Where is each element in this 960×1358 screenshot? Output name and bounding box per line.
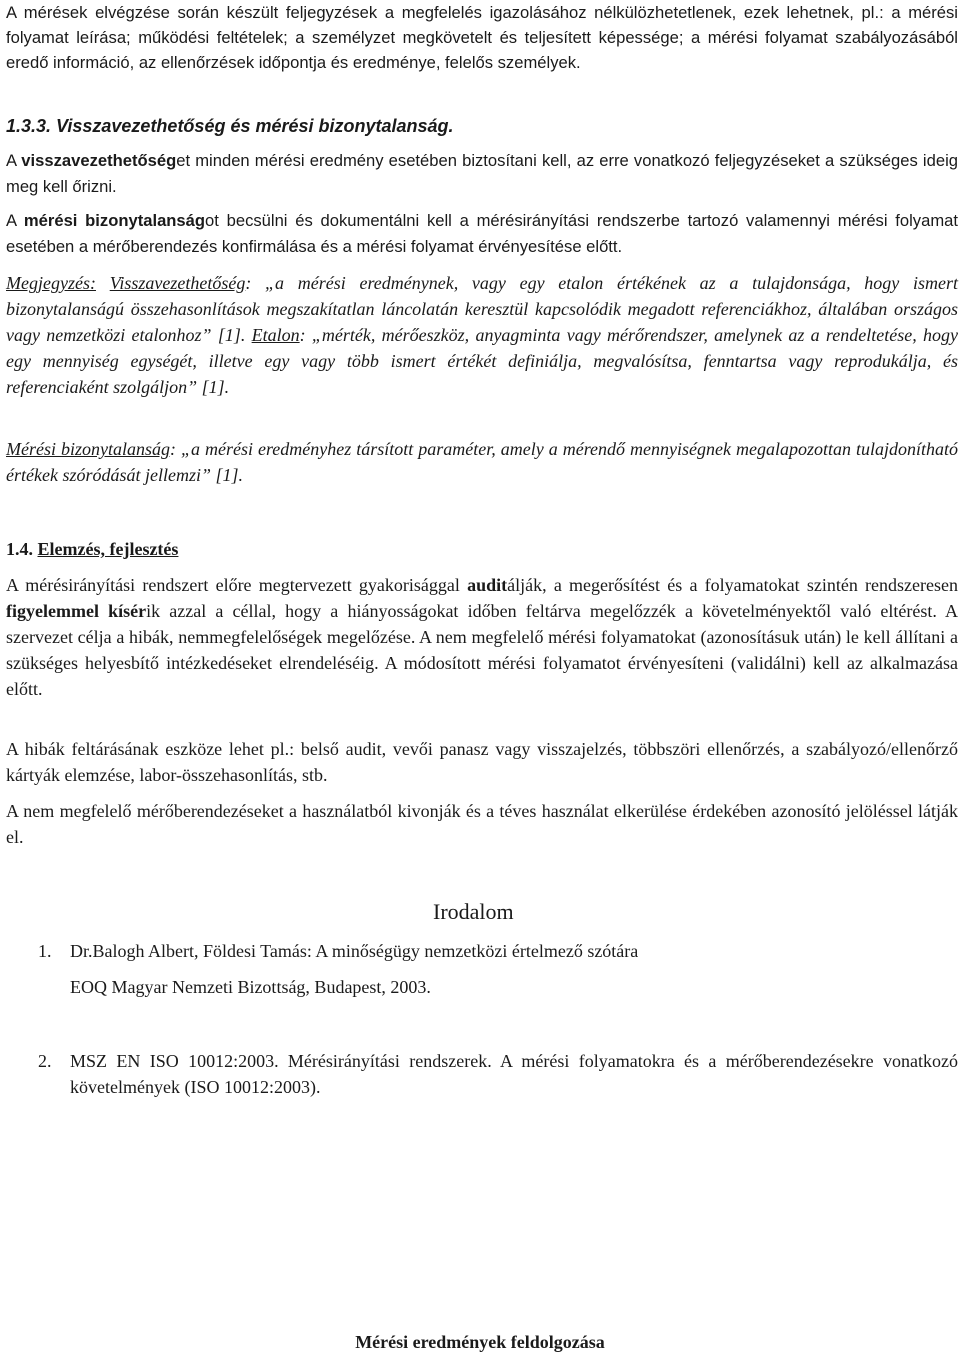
analysis-text-d: ik azzal a céllal, hogy a hiányosságokat időben feltárva megelőzzék a követelményektől való eltérést. A szervezet célja a hibák, nemmegfelelőségek megelőzése. A nem megfelelő mérési folyamatokat (azonosításuk után) le kell állítani a szükséges helyesbítő intézkedéseket elrendeléséig. A módosított mérési folyamatot érvényesíteni (validálni) kell az alkalmazása előtt. [6, 601, 958, 699]
note-def-traceability: : „a mérési eredménynek, vagy egy etalon értékének az a tulajdonsága, hogy ismert bizonytalanságú összehasonlítások megszakítatlan láncolatán keresztül kapcsolódik megadott referenciákhoz, általában országos vagy nemzetközi etalonhoz” [1]. [6, 273, 959, 345]
reference-number: 2. [38, 1051, 52, 1071]
audit-term: audit [467, 575, 508, 595]
traceability-text-pre: A [6, 151, 22, 170]
references-title: Irodalom [433, 899, 514, 924]
analysis-paragraph [6, 572, 958, 702]
section-1-4-title: Elemzés, fejlesztés [37, 539, 179, 559]
note-paragraph [6, 270, 958, 400]
reference-line: Dr.Balogh Albert, Földesi Tamás: A minőségügy nemzetközi értelmező szótára [70, 941, 639, 961]
uncertainty-text-post: ot becsülni és dokumentálni kell a mérésirányítási rendszerbe tartozó valamennyi mérési folyamat esetében a mérőberendezés konfirmálása és a mérési folyamat érvényesítése előtt. [6, 211, 958, 256]
traceability-term: visszavezethetőség [21, 151, 177, 170]
uncertainty-text-pre: A [6, 211, 24, 230]
note-label: Megjegyzés: [6, 273, 96, 293]
note-def-etalon: : „mérték, mérőeszköz, anyagminta vagy mérőrendszer, amelynek az a rendeltetése, hogy egy mennyiség egységét, illetve egy vagy több ismert értékét definiálja, megvalósítsa, fenntartsa vagy reprodukálja, és referenciaként szolgáljon” [1]. [6, 325, 958, 397]
error-detection-paragraph: A hibák feltárásának eszköze lehet pl.: belső audit, vevői panasz vagy visszajelzés, többszöri ellenőrzés, a szabályozó/ellenőrző kártyák elemzése, labor-összehasonlítás, stb. [6, 739, 958, 785]
section-1-4-heading [6, 536, 178, 562]
note-term-etalon: Etalon [251, 325, 300, 345]
monitor-term: figyelemmel kísér [6, 601, 147, 621]
reference-line: EOQ Magyar Nemzeti Bizottság, Budapest, 2003. [70, 977, 431, 997]
analysis-text-c: álják, a megerősítést és a folyamatokat szintén rendszeresen [507, 575, 958, 595]
uncertainty-term: mérési bizonytalanság [23, 211, 206, 230]
note-def-uncertainty: : „a mérési eredményhez társított paraméter, amely a mérendő mennyiségnek megalapozottan tulajdonítható értékek szóródását jellemzi” [1]. [6, 439, 958, 485]
note-uncertainty-paragraph [6, 436, 958, 488]
reference-line: MSZ EN ISO 10012:2003. Mérésirányítási rendszerek. A mérési folyamatokra és a mérőberendezésekre vonatkozó követelmények (ISO 10012:2003). [70, 1051, 958, 1097]
reference-item [6, 1048, 958, 1100]
reference-number: 1. [38, 941, 52, 961]
analysis-text-a: A mérésirányítási rendszert előre megtervezett gyakorisággal [6, 575, 468, 595]
section-1-4-number: 1.4. [6, 539, 33, 559]
note-term-traceability: Visszavezethetőség [109, 273, 246, 293]
traceability-text-post: et minden mérési eredmény esetében biztosítani kell, az erre vonatkozó feljegyzéseket a szükséges ideig meg kell őrizni. [6, 151, 958, 196]
traceability-paragraph [6, 148, 958, 200]
page-footer: Mérési eredmények feldolgozása [355, 1332, 605, 1352]
section-1-3-3-heading: 1.3.3. Visszavezethetőség és mérési bizonytalanság. [6, 116, 454, 136]
uncertainty-paragraph [6, 208, 958, 260]
note-term-uncertainty: Mérési bizonytalanság [6, 439, 170, 459]
intro-paragraph: A mérések elvégzése során készült feljegyzések a megfelelés igazolásához nélkülözhetetlenek, ezek lehetnek, pl.: a mérési folyamat leírása; működési feltételek; a személyzet megkövetelt és teljesített képessége; a mérési folyamat szabályozásából eredő információ, az ellenőrzések időpontja és eredménye, felelős személyek. [6, 3, 958, 72]
nonconforming-paragraph: A nem megfelelő mérőberendezéseket a használatból kivonják és a téves használat elkerülése érdekében azonosító jelöléssel látják el. [6, 801, 958, 847]
